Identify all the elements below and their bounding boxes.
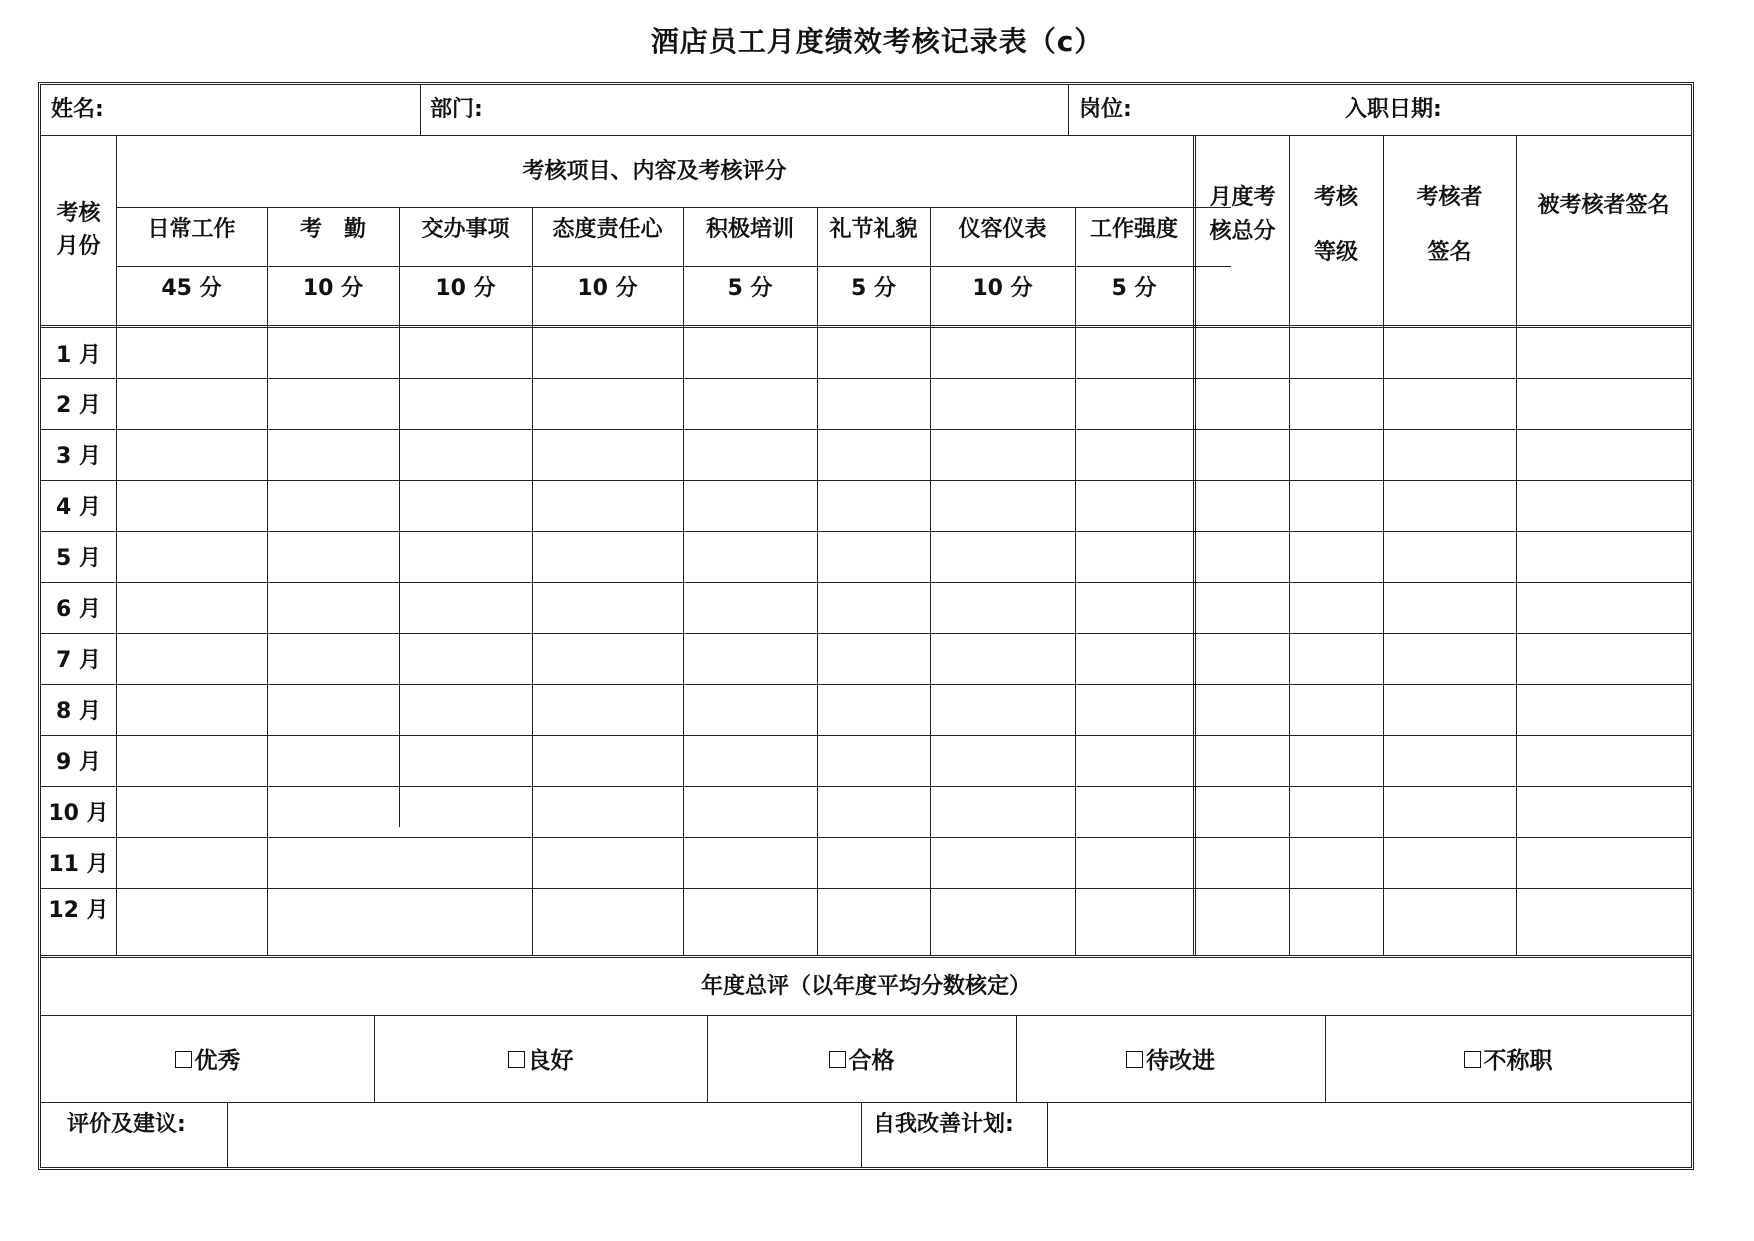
score-cell[interactable]	[1291, 839, 1381, 886]
score-cell[interactable]	[269, 431, 397, 478]
score-cell[interactable]	[534, 788, 681, 835]
score-cell[interactable]	[932, 330, 1073, 376]
score-cell[interactable]	[1518, 431, 1689, 478]
score-cell[interactable]	[1077, 584, 1191, 631]
score-cell[interactable]	[1077, 788, 1191, 835]
item-header-label: 仪容仪表	[958, 217, 1047, 242]
score-cell[interactable]	[819, 839, 928, 886]
score-cell[interactable]	[401, 330, 530, 376]
score-cell[interactable]	[1077, 737, 1191, 784]
score-cell[interactable]	[1077, 890, 1191, 953]
score-cell[interactable]	[685, 482, 815, 529]
score-cell[interactable]	[932, 635, 1073, 682]
score-cell[interactable]	[269, 533, 397, 580]
score-cell[interactable]	[1291, 533, 1381, 580]
evaluation-suggestions-label: 评价及建议:	[67, 1112, 186, 1137]
name-label: 姓名:	[51, 97, 104, 122]
month-label: 8 月	[56, 699, 101, 724]
score-cell[interactable]	[401, 533, 530, 580]
month-label: 10 月	[48, 801, 109, 826]
score-cell[interactable]	[1195, 635, 1287, 682]
rating-option-label: 优秀	[194, 1048, 241, 1074]
monthly-total-header: 月度考 核总分	[1209, 184, 1276, 244]
score-cell[interactable]	[1077, 330, 1191, 376]
score-cell[interactable]	[534, 380, 681, 427]
score-cell[interactable]	[401, 584, 530, 631]
item-header-label: 日常工作	[147, 217, 236, 242]
position-label: 岗位:	[1079, 97, 1132, 122]
assessee-signature-header: 被考核者签名	[1537, 192, 1670, 218]
score-cell[interactable]	[1077, 635, 1191, 682]
score-cell[interactable]	[685, 330, 815, 376]
score-cell[interactable]	[269, 839, 397, 886]
score-cell[interactable]	[1077, 533, 1191, 580]
col-divider	[861, 1102, 862, 1167]
score-cell[interactable]	[685, 737, 815, 784]
score-cell[interactable]	[1518, 635, 1689, 682]
score-cell[interactable]	[1518, 686, 1689, 733]
checkbox-icon[interactable]	[1126, 1051, 1143, 1068]
month-label: 4 月	[56, 495, 101, 520]
score-cell[interactable]	[1291, 380, 1381, 427]
score-cell[interactable]	[1385, 431, 1514, 478]
score-cell[interactable]	[819, 431, 928, 478]
score-cell[interactable]	[932, 839, 1073, 886]
item-score-label: 5 分	[727, 276, 773, 301]
evaluation-suggestions-field[interactable]	[229, 1104, 859, 1166]
score-cell[interactable]	[401, 737, 530, 784]
score-cell[interactable]	[685, 380, 815, 427]
appraisal-form	[38, 82, 1694, 1170]
grade-header: 考核 等级	[1313, 184, 1358, 265]
score-cell[interactable]	[269, 584, 397, 631]
score-cell[interactable]	[932, 482, 1073, 529]
score-cell[interactable]	[118, 839, 265, 886]
annual-evaluation-title: 年度总评（以年度平均分数核定）	[700, 974, 1031, 999]
score-cell[interactable]	[1518, 584, 1689, 631]
score-cell[interactable]	[1195, 330, 1287, 376]
table-row	[41, 582, 1691, 633]
score-cell[interactable]	[1291, 431, 1381, 478]
score-cell[interactable]	[685, 584, 815, 631]
col-divider	[1068, 85, 1069, 135]
score-cell[interactable]	[685, 890, 815, 953]
score-cell[interactable]	[118, 431, 265, 478]
rating-option[interactable]	[1016, 1015, 1325, 1102]
score-cell[interactable]	[1077, 380, 1191, 427]
item-header-label: 积极培训	[705, 217, 794, 242]
score-cell[interactable]	[1385, 686, 1514, 733]
score-cell[interactable]	[1385, 635, 1514, 682]
rating-option[interactable]	[1325, 1015, 1691, 1102]
item-score-label: 45 分	[161, 276, 222, 301]
score-cell[interactable]	[1291, 686, 1381, 733]
score-cell[interactable]	[819, 788, 928, 835]
rating-option-label: 不称职	[1483, 1048, 1553, 1074]
score-cell[interactable]	[118, 686, 265, 733]
score-cell[interactable]	[401, 431, 530, 478]
score-cell[interactable]	[1077, 431, 1191, 478]
item-header-label: 工作强度	[1089, 217, 1178, 242]
score-cell[interactable]	[1195, 737, 1287, 784]
score-cell[interactable]	[534, 635, 681, 682]
score-cell[interactable]	[932, 584, 1073, 631]
score-cell[interactable]	[685, 839, 815, 886]
score-cell[interactable]	[1385, 737, 1514, 784]
checkbox-icon[interactable]	[508, 1051, 525, 1068]
item-score-label: 10 分	[302, 276, 364, 301]
col-divider	[1047, 1102, 1048, 1167]
self-improvement-plan-field[interactable]	[1049, 1104, 1689, 1166]
item-score-label: 10 分	[577, 276, 638, 301]
score-cell[interactable]	[534, 431, 681, 478]
score-cell[interactable]	[534, 737, 681, 784]
rating-option-label: 合格	[848, 1048, 895, 1074]
item-header-label: 考 勤	[299, 217, 366, 242]
score-cell[interactable]	[534, 584, 681, 631]
self-improvement-plan-label: 自我改善计划:	[873, 1112, 1014, 1137]
score-cell[interactable]	[118, 635, 265, 682]
month-label: 3 月	[56, 444, 101, 469]
name-field[interactable]	[151, 89, 411, 131]
score-cell[interactable]	[819, 635, 928, 682]
assessment-items-header: 考核项目、内容及考核评分	[522, 158, 787, 184]
month-label: 1 月	[56, 342, 101, 368]
month-label: 11 月	[48, 852, 109, 877]
score-cell[interactable]	[269, 788, 397, 835]
score-cell[interactable]	[118, 380, 265, 427]
score-cell[interactable]	[932, 737, 1073, 784]
score-cell[interactable]	[1385, 533, 1514, 580]
score-cell[interactable]	[118, 737, 265, 784]
score-cell[interactable]	[1195, 839, 1287, 886]
score-cell[interactable]	[819, 737, 928, 784]
score-cell[interactable]	[401, 788, 530, 835]
score-cell[interactable]	[819, 890, 928, 953]
score-cell[interactable]	[269, 686, 397, 733]
score-cell[interactable]	[1291, 330, 1381, 376]
table-row	[41, 429, 1691, 480]
score-cell[interactable]	[932, 533, 1073, 580]
score-cell[interactable]	[401, 686, 530, 733]
hire-date-label: 入职日期:	[1345, 97, 1442, 122]
score-cell[interactable]	[1385, 482, 1514, 529]
checkbox-icon[interactable]	[829, 1051, 846, 1068]
score-cell[interactable]	[1385, 330, 1514, 376]
score-cell[interactable]	[932, 380, 1073, 427]
month-label: 9 月	[56, 750, 101, 775]
table-row	[41, 328, 1691, 378]
col-divider	[420, 85, 421, 135]
table-row	[41, 837, 1691, 888]
score-cell[interactable]	[819, 686, 928, 733]
score-cell[interactable]	[1077, 839, 1191, 886]
score-cell[interactable]	[1195, 482, 1287, 529]
item-score-label: 5 分	[1111, 276, 1157, 301]
score-cell[interactable]	[534, 686, 681, 733]
item-header-label: 交办事项	[421, 217, 510, 242]
item-header-label: 礼节礼貌	[829, 217, 918, 242]
score-cell[interactable]	[685, 431, 815, 478]
form-title: 酒店员工月度绩效考核记录表（c）	[650, 25, 1104, 58]
item-header-label: 态度责任心	[552, 217, 663, 242]
score-cell[interactable]	[819, 482, 928, 529]
score-cell[interactable]	[1518, 533, 1689, 580]
score-cell[interactable]	[1077, 482, 1191, 529]
score-cell[interactable]	[269, 330, 397, 376]
rating-option[interactable]	[707, 1015, 1016, 1102]
score-cell[interactable]	[401, 482, 530, 529]
score-cell[interactable]	[1385, 380, 1514, 427]
score-cell[interactable]	[1385, 839, 1514, 886]
score-cell[interactable]	[819, 584, 928, 631]
hire-date-field[interactable]	[1451, 89, 1686, 131]
score-cell[interactable]	[819, 380, 928, 427]
month-label: 12 月	[48, 897, 109, 923]
score-cell[interactable]	[1518, 380, 1689, 427]
score-cell[interactable]	[1291, 890, 1381, 953]
score-cell[interactable]	[1518, 330, 1689, 376]
item-score-label: 5 分	[851, 276, 896, 301]
score-cell[interactable]	[1385, 788, 1514, 835]
score-cell[interactable]	[118, 584, 265, 631]
score-cell[interactable]	[685, 686, 815, 733]
month-label: 5 月	[56, 546, 101, 571]
score-cell[interactable]	[1195, 788, 1287, 835]
rating-option-label: 待改进	[1146, 1048, 1215, 1074]
score-cell[interactable]	[1291, 788, 1381, 835]
score-cell[interactable]	[534, 839, 681, 886]
table-row	[41, 633, 1691, 684]
score-cell[interactable]	[118, 788, 265, 835]
score-cell[interactable]	[1518, 788, 1689, 835]
item-score-label: 10 分	[972, 276, 1033, 301]
score-cell[interactable]	[401, 890, 530, 953]
score-cell[interactable]	[1195, 533, 1287, 580]
row-divider	[41, 1102, 1691, 1103]
score-cell[interactable]	[1385, 890, 1514, 953]
score-cell[interactable]	[534, 482, 681, 529]
score-cell[interactable]	[118, 890, 265, 953]
checkbox-icon[interactable]	[1464, 1051, 1481, 1068]
score-cell[interactable]	[819, 330, 928, 376]
score-cell[interactable]	[118, 330, 265, 376]
table-row	[41, 735, 1691, 786]
score-cell[interactable]	[1195, 890, 1287, 953]
col-divider	[227, 1102, 228, 1167]
score-cell[interactable]	[1518, 737, 1689, 784]
month-label: 7 月	[56, 648, 101, 673]
score-cell[interactable]	[401, 380, 530, 427]
score-cell[interactable]	[685, 533, 815, 580]
score-cell[interactable]	[534, 330, 681, 376]
rating-option[interactable]	[41, 1015, 374, 1102]
month-column-header: 考核 月份	[56, 201, 101, 259]
table-row	[41, 378, 1691, 429]
score-cell[interactable]	[269, 482, 397, 529]
item-score-label: 10 分	[435, 276, 496, 301]
score-cell[interactable]	[534, 890, 681, 953]
checkbox-icon[interactable]	[175, 1051, 192, 1068]
score-cell[interactable]	[932, 788, 1073, 835]
rating-option[interactable]	[374, 1015, 707, 1102]
table-row	[41, 786, 1691, 837]
score-cell[interactable]	[1195, 686, 1287, 733]
table-row	[41, 684, 1691, 735]
score-cell[interactable]	[401, 839, 530, 886]
score-cell[interactable]	[1077, 686, 1191, 733]
score-cell[interactable]	[118, 533, 265, 580]
score-cell[interactable]	[269, 380, 397, 427]
rating-option-label: 良好	[527, 1048, 574, 1074]
score-cell[interactable]	[685, 788, 815, 835]
score-cell[interactable]	[1518, 839, 1689, 886]
score-cell[interactable]	[534, 533, 681, 580]
department-field[interactable]	[491, 89, 1061, 131]
score-cell[interactable]	[1291, 635, 1381, 682]
score-cell[interactable]	[1291, 584, 1381, 631]
score-cell[interactable]	[1195, 380, 1287, 427]
score-cell[interactable]	[269, 737, 397, 784]
month-label: 2 月	[56, 393, 101, 418]
score-cell[interactable]	[1195, 584, 1287, 631]
table-row	[41, 480, 1691, 531]
score-cell[interactable]	[118, 482, 265, 529]
assessor-signature-header: 考核者 签名	[1416, 184, 1483, 265]
position-field[interactable]	[1141, 89, 1336, 131]
department-label: 部门:	[430, 97, 483, 122]
table-row	[41, 531, 1691, 582]
score-cell[interactable]	[269, 890, 397, 953]
score-cell[interactable]	[932, 686, 1073, 733]
score-cell[interactable]	[932, 431, 1073, 478]
month-label: 6 月	[56, 597, 101, 622]
score-cell[interactable]	[269, 635, 397, 682]
score-cell[interactable]	[1291, 737, 1381, 784]
score-cell[interactable]	[1291, 482, 1381, 529]
table-row	[41, 888, 1691, 955]
score-cell[interactable]	[932, 890, 1073, 953]
score-cell[interactable]	[685, 635, 815, 682]
score-cell[interactable]	[1385, 584, 1514, 631]
score-cell[interactable]	[819, 533, 928, 580]
score-cell[interactable]	[1195, 431, 1287, 478]
score-cell[interactable]	[1518, 890, 1689, 953]
score-cell[interactable]	[1518, 482, 1689, 529]
score-cell[interactable]	[401, 635, 530, 682]
